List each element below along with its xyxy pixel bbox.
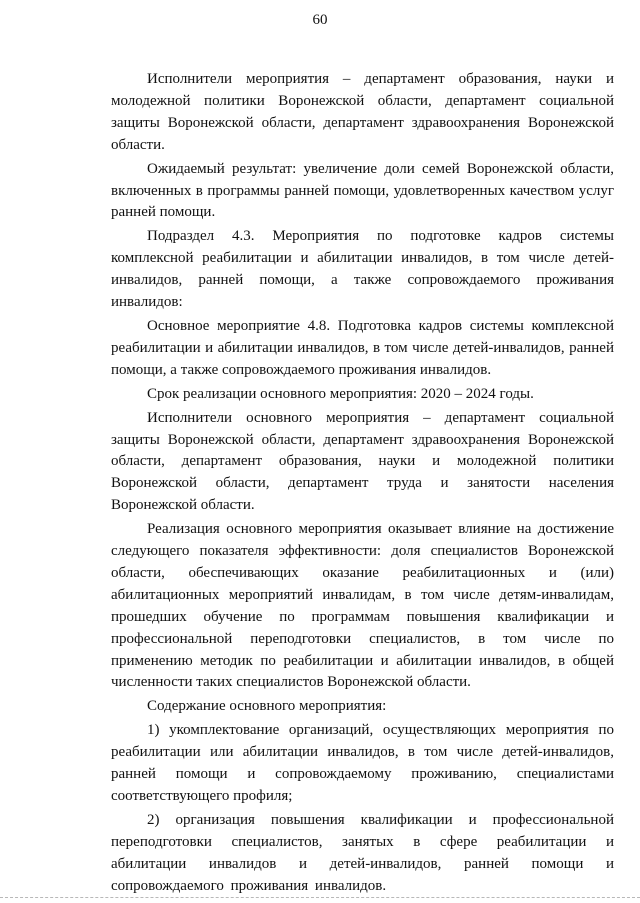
paragraph-main-activity-4-8: Основное мероприятие 4.8. Подготовка кадров системы комплексной реабилитации и абилитации инвалидов, в том числе детей-инвалидов, ранней помощи, а также сопровождаемого проживания инвалидов. bbox=[111, 317, 614, 378]
paragraph-list-item-1: 1) укомплектование организаций, осуществляющих мероприятия по реабилитации или абилитации инвалидов, в том числе детей-инвалидов, ранней помощи и сопровождаемому проживанию, специалистами соответствующего профиля; bbox=[111, 722, 614, 804]
paragraph-executors-early-help: Исполнители мероприятия – департамент образования, науки и молодежной политики Воронежской области, департамент социальной защиты Воронежской области, департамент здравоохранения Воронежской области. bbox=[111, 71, 614, 153]
paragraph-expected-result: Ожидаемый результат: увеличение доли семей Воронежской области, включенных в программы ранней помощи, удовлетворенных качеством услуг ранней помощи. bbox=[111, 160, 614, 221]
paragraph-content-heading: Содержание основного мероприятия: bbox=[147, 698, 387, 715]
paragraph-list-item-2: 2) организация повышения квалификации и профессиональной переподготовки специалистов, занятых в сфере реабилитации и абилитации инвалидов и детей-инвалидов, ранней помощи и сопровождаемого проживания инвалидов. bbox=[111, 811, 614, 894]
paragraph-main-activity-executors: Исполнители основного мероприятия – департамент социальной защиты Воронежской области, департамент здравоохранения Воронежской области, департамент образования, науки и молодежной политики Воронежской области, департамент труда и занятости населения Воронежской области. bbox=[111, 409, 614, 514]
paragraph-implementation-period: Срок реализации основного мероприятия: 2020 – 2024 годы. bbox=[147, 385, 534, 402]
paragraph-efficiency-indicator: Реализация основного мероприятия оказывает влияние на достижение следующего показателя эффективности: доля специалистов Воронежской области, обеспечивающих оказание реабилитационных и (или) абилитационных мероприятий инвалидам, в том числе детям-инвалидам, прошедших обучение по программам повышения квалификации и профессиональной переподготовки специалистов, в том числе по применению методик по реабилитации и абилитации инвалидов, в общей численности таких специалистов Воронежской области. bbox=[111, 521, 614, 691]
page-bottom-edge bbox=[0, 897, 640, 898]
paragraph-subsection-4-3: Подраздел 4.3. Мероприятия по подготовке кадров системы комплексной реабилитации и абилитации инвалидов, в том числе детей-инвалидов, ранней помощи, а также сопровождаемого проживания инвалидов: bbox=[111, 228, 614, 311]
page-number: 60 bbox=[312, 12, 328, 28]
document-body bbox=[111, 69, 614, 900]
